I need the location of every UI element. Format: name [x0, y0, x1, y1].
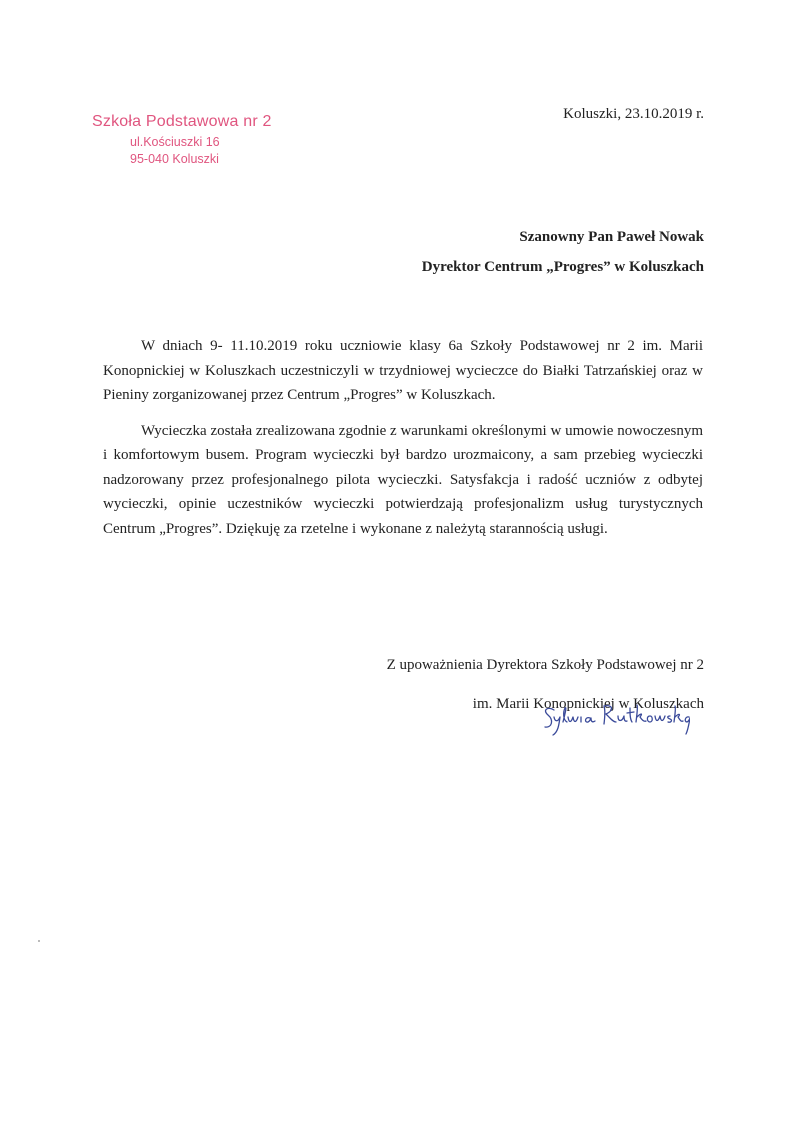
stamp-street: ul.Kościuszki 16	[130, 135, 220, 149]
addressee-title: Dyrektor Centrum „Progres” w Koluszkach	[421, 259, 704, 275]
closing-authorization: Z upoważnienia Dyrektora Szkoły Podstawowej nr 2	[386, 657, 704, 673]
addressee-block	[422, 222, 704, 282]
closing-school: im. Marii Konopnickiej w Koluszkach	[472, 696, 704, 712]
handwritten-signature	[540, 700, 690, 740]
letter-date: Koluszki, 23.10.2019 r.	[563, 106, 704, 122]
addressee-name: Szanowny Pan Paweł Nowak	[519, 229, 704, 245]
stamp-postal-code: 95-040 Koluszki	[130, 152, 219, 166]
school-stamp	[92, 112, 292, 168]
scan-speck	[38, 940, 40, 942]
body-paragraph-1: W dniach 9- 11.10.2019 roku uczniowie klasy 6a Szkoły Podstawowej nr 2 im. Marii Konopnickiej w Koluszkach uczestniczyli w trzydniowej wycieczce do Białki Tatrzańskiej oraz w Pieniny zorganizowanej przez Centrum „Progres” w Koluszkach.	[103, 338, 703, 403]
body-paragraph-2: Wycieczka została zrealizowana zgodnie z warunkami określonymi w umowie nowoczesnym i komfortowym busem. Program wycieczki był bardzo urozmaicony, a sam przebieg wycieczki nadzorowany przez profesjonalnego pilota wycieczki. Satysfakcja i radość uczniów z odbytej wycieczki, opinie uczestników wycieczki potwierdzają profesjonalizm usług turystycznych Centrum „Progres”. Dziękuję za rzetelne i wykonane z należytą starannością usługi.	[103, 422, 703, 537]
letter-body	[103, 334, 703, 552]
stamp-school-name: Szkoła Podstawowa nr 2	[92, 113, 272, 130]
